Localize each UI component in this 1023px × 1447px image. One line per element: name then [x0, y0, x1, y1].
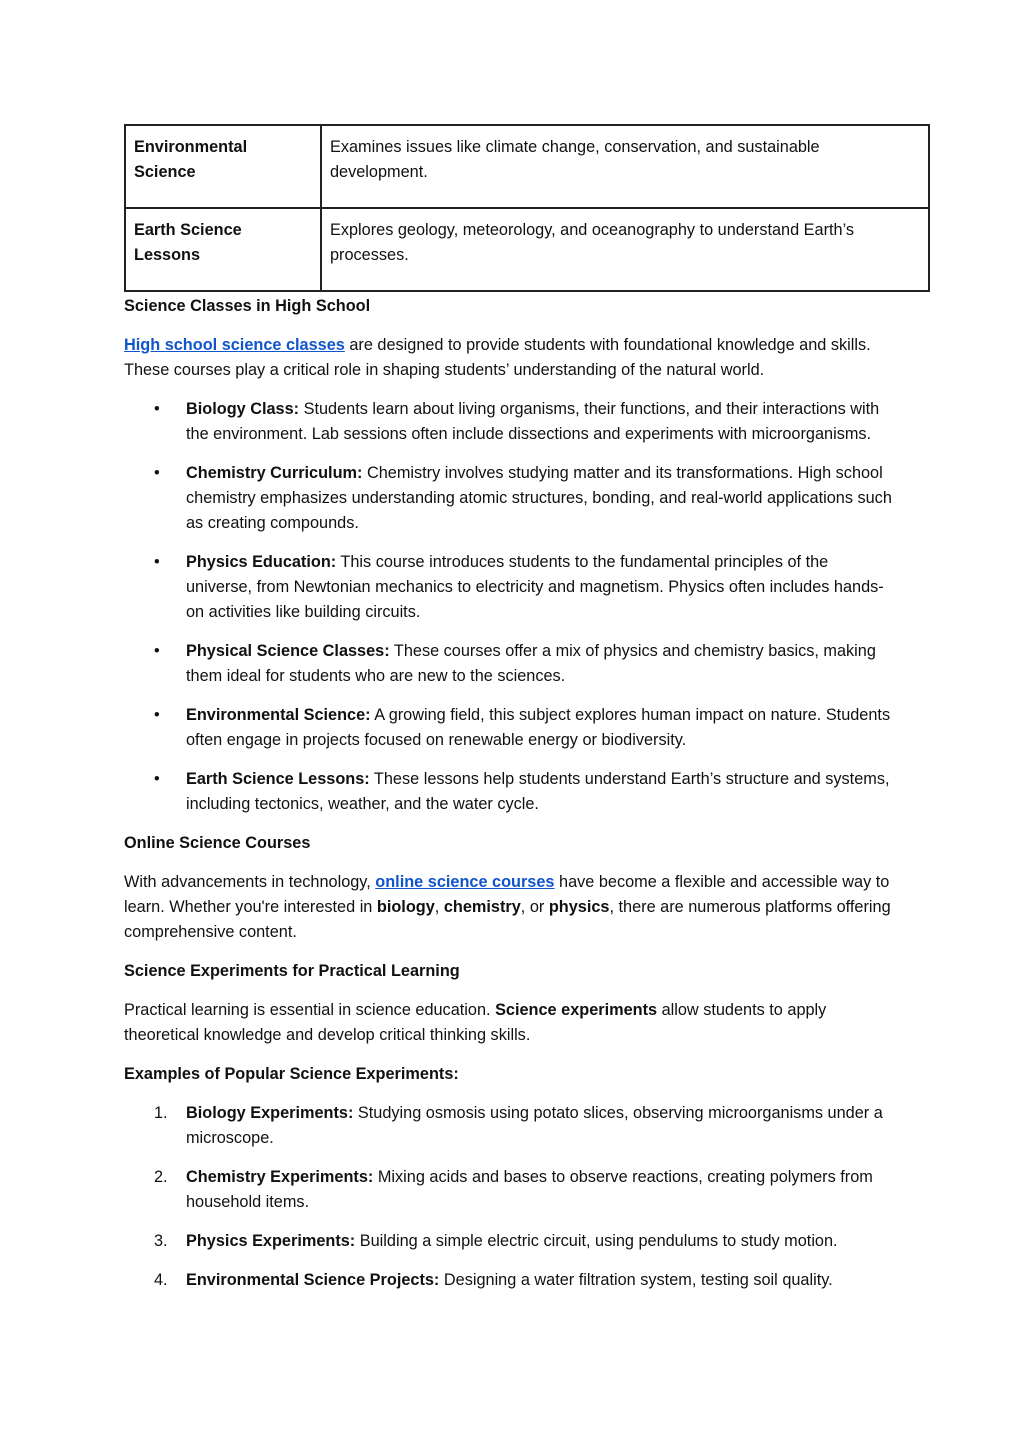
item-label: Biology Experiments: [186, 1104, 354, 1122]
list-item [124, 1165, 896, 1215]
experiments-list [124, 1101, 930, 1293]
bullet-icon: • [154, 400, 160, 418]
item-label: Chemistry Experiments: [186, 1168, 374, 1186]
list-item [124, 1229, 896, 1254]
list-number: 2. [154, 1168, 168, 1186]
examples-heading: Examples of Popular Science Experiments: [124, 1065, 459, 1083]
item-text: These lessons help students understand Earth’s structure and systems, including tectonics, weather, and the water cycle. [186, 770, 890, 813]
table-topic-cell: Environmental Science [125, 125, 321, 208]
list-item [124, 639, 896, 689]
high-school-intro [124, 333, 904, 383]
high-school-classes-list [124, 397, 930, 817]
online-courses-paragraph [124, 870, 904, 945]
list-item [124, 397, 896, 447]
item-label: Physics Experiments: [186, 1232, 356, 1250]
item-label: Environmental Science: [186, 706, 371, 724]
item-text: Building a simple electric circuit, using pendulums to study motion. [355, 1232, 838, 1250]
paragraph-text: , there are numerous platforms offering comprehensive content. [124, 898, 891, 941]
list-number: 1. [154, 1104, 168, 1122]
item-label: Earth Science Lessons: [186, 770, 370, 788]
list-item [124, 1268, 896, 1293]
item-text: Students learn about living organisms, their functions, and their interactions with the environment. Lab sessions often include dissections and experiments with microorganisms. [186, 400, 880, 443]
paragraph-text: , [434, 898, 444, 916]
list-number: 3. [154, 1232, 168, 1250]
intro-text: are designed to provide students with foundational knowledge and skills. These courses play a critical role in shaping students’ understanding of the natural world. [124, 336, 871, 379]
list-item [124, 550, 896, 625]
table-row [125, 208, 929, 291]
item-text: This course introduces students to the fundamental principles of the universe, from Newtonian mechanics to electricity and magnetism. Physics often includes hands-on activities like building circuits. [186, 553, 884, 621]
item-text: A growing field, this subject explores human impact on nature. Students often engage in projects focused on renewable energy or biodiversity. [186, 706, 891, 749]
bullet-icon: • [154, 642, 160, 660]
bold-term: physics [548, 898, 610, 916]
item-label: Physical Science Classes: [186, 642, 390, 660]
list-item [124, 1101, 896, 1151]
bold-term: biology [376, 898, 435, 916]
bold-term: Science experiments [495, 1001, 658, 1019]
high-school-heading: Science Classes in High School [124, 297, 371, 315]
item-label: Chemistry Curriculum: [186, 464, 363, 482]
document-page [124, 124, 930, 1293]
paragraph-text: , or [520, 898, 549, 916]
experiments-heading: Science Experiments for Practical Learning [124, 962, 460, 980]
table-row [125, 125, 929, 208]
bullet-icon: • [154, 464, 160, 482]
paragraph-text: With advancements in technology, [124, 873, 376, 891]
item-text: Mixing acids and bases to observe reactions, creating polymers from household items. [186, 1168, 873, 1211]
item-label: Environmental Science Projects: [186, 1271, 440, 1289]
bold-term: chemistry [443, 898, 521, 916]
list-item [124, 703, 896, 753]
item-text: These courses offer a mix of physics and chemistry basics, making them ideal for students who are new to the sciences. [186, 642, 876, 685]
item-label: Physics Education: [186, 553, 337, 571]
item-text: Studying osmosis using potato slices, observing microorganisms under a microscope. [186, 1104, 883, 1147]
item-text: Designing a water filtration system, testing soil quality. [439, 1271, 833, 1289]
paragraph-text: Practical learning is essential in science education. [124, 1001, 496, 1019]
bullet-icon: • [154, 770, 160, 788]
paragraph-text: have become a flexible and accessible way to learn. Whether you're interested in [124, 873, 890, 916]
item-label: Biology Class: [186, 400, 300, 418]
topics-table [124, 124, 930, 292]
table-topic-cell: Earth Science Lessons [125, 208, 321, 291]
online-courses-heading: Online Science Courses [124, 834, 311, 852]
bullet-icon: • [154, 553, 160, 571]
table-description-cell: Examines issues like climate change, conservation, and sustainable development. [321, 125, 929, 208]
high-school-classes-link[interactable]: High school science classes [124, 336, 345, 354]
experiments-paragraph [124, 998, 904, 1048]
table-description-cell: Explores geology, meteorology, and oceanography to understand Earth’s processes. [321, 208, 929, 291]
item-text: Chemistry involves studying matter and its transformations. High school chemistry emphasizes understanding atomic structures, bonding, and real-world applications such as creating compounds. [186, 464, 892, 532]
bullet-icon: • [154, 706, 160, 724]
online-science-courses-link[interactable]: online science courses [375, 873, 555, 891]
list-item [124, 461, 896, 536]
paragraph-text: allow students to apply theoretical knowledge and develop critical thinking skills. [124, 1001, 827, 1044]
list-number: 4. [154, 1271, 168, 1289]
list-item [124, 767, 896, 817]
